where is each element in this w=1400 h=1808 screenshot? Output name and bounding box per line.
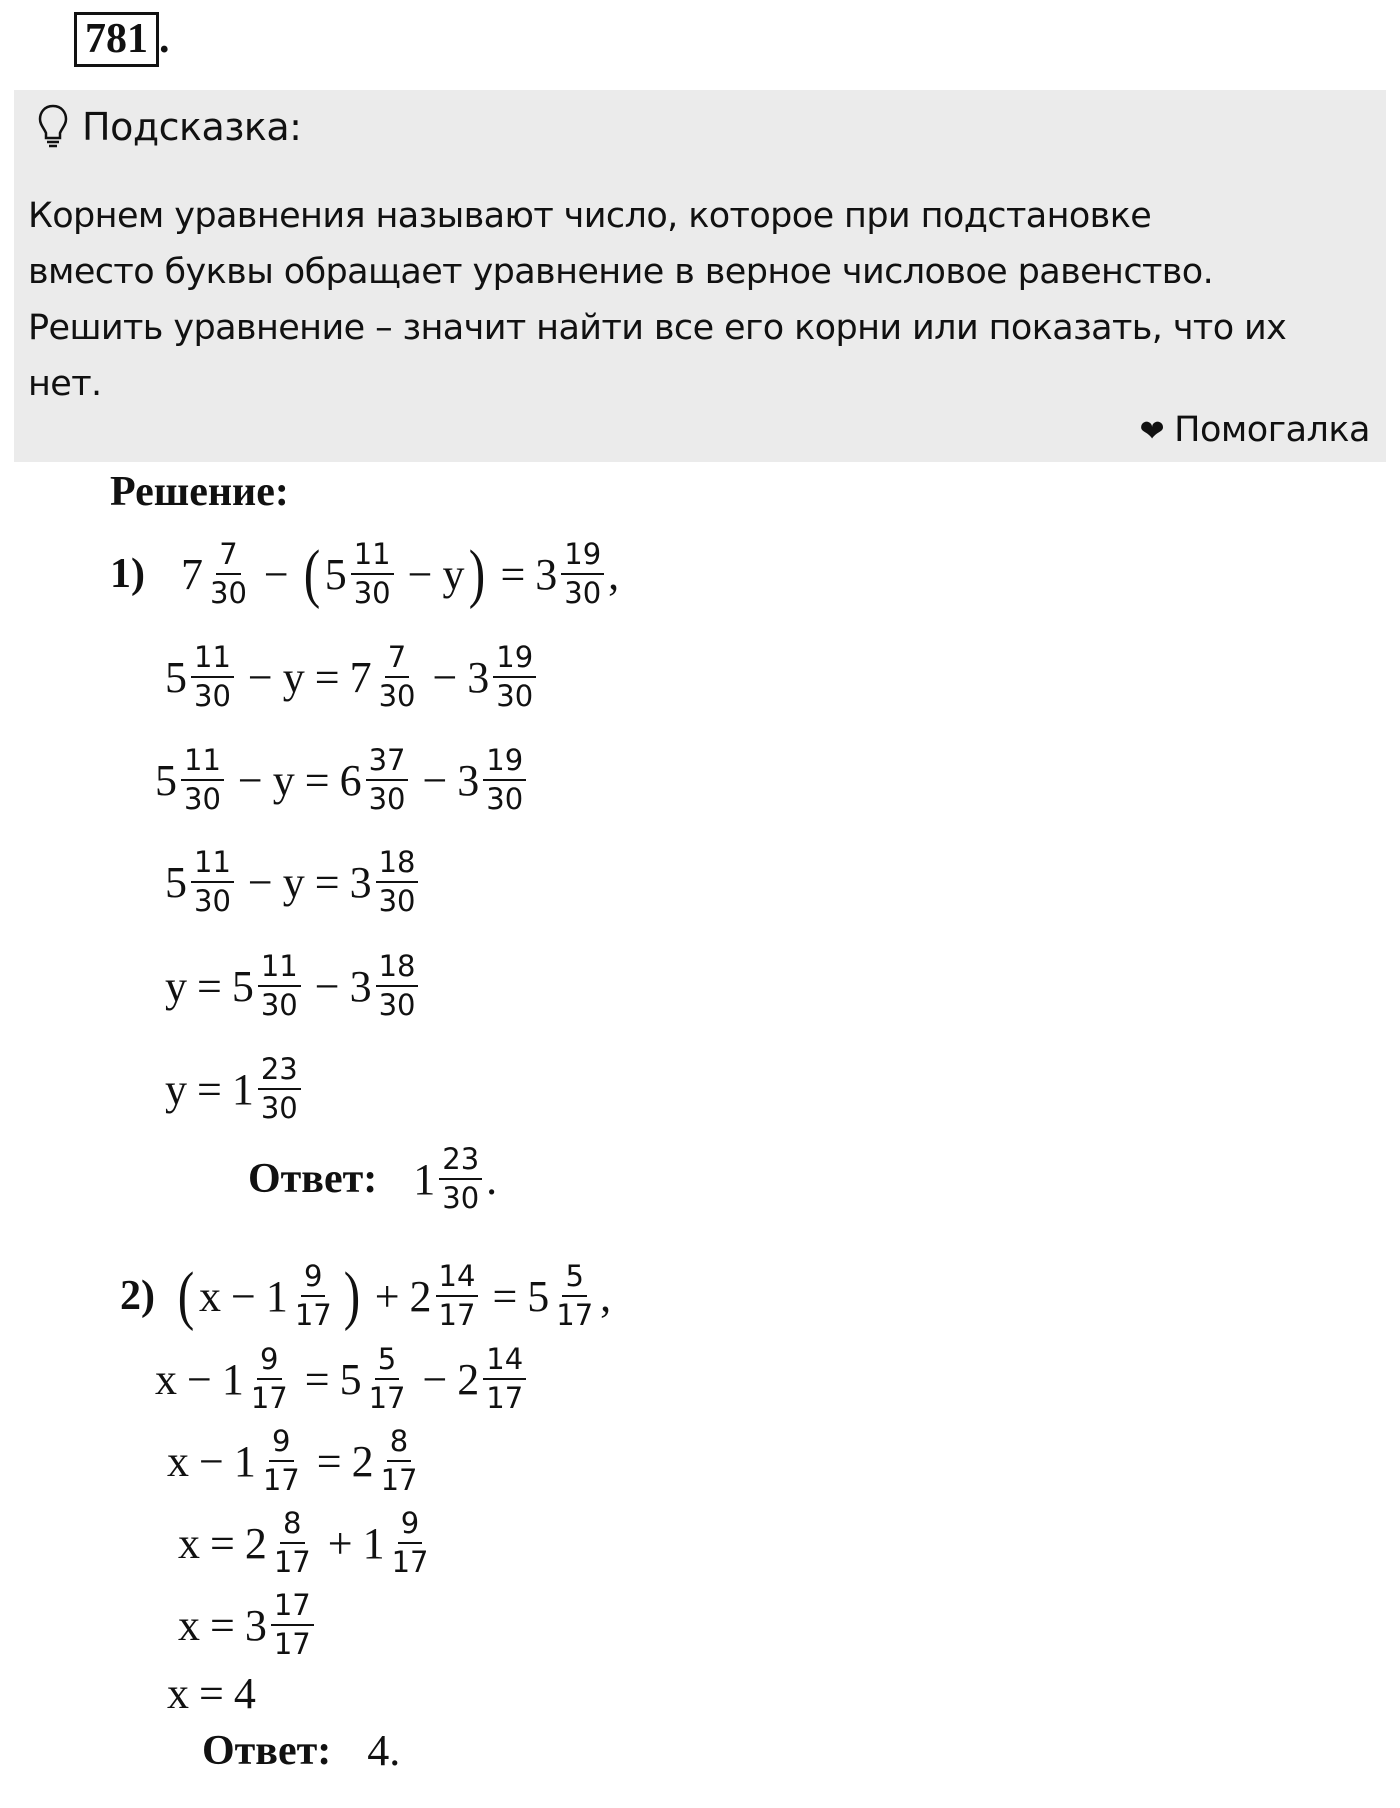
hint-panel bbox=[14, 90, 1386, 462]
lightbulb-icon bbox=[38, 104, 68, 150]
answer-2 bbox=[202, 1725, 400, 1776]
answer-1-whole: 1 bbox=[413, 1154, 436, 1204]
equation-1-4: 5 $\frac{11}{30}$ − y = 3 $\frac{18}{30}$ bbox=[165, 848, 422, 916]
solution-title bbox=[110, 468, 289, 516]
heart-icon: ❤ bbox=[1139, 414, 1165, 449]
answer-1 bbox=[248, 1142, 498, 1215]
equation-2-3: x − 1 $\frac{9}{17}$ = 2 $\frac{8}{17}$ bbox=[167, 1424, 418, 1497]
task-number-box: 781 bbox=[74, 12, 159, 67]
equation-1-6: y = 1 $\frac{23}{30}$ bbox=[165, 1055, 305, 1123]
hint-line: Корнем уравнения называют число, которое при подстановке bbox=[28, 196, 1152, 236]
task-number-dot: . bbox=[159, 16, 170, 62]
hint-title bbox=[38, 104, 301, 150]
hint-line: вместо буквы обращает уравнение в верное числовое равенство. bbox=[28, 252, 1214, 292]
part-2-label: 2) bbox=[120, 1273, 155, 1319]
answer-2-label: Ответ: bbox=[202, 1727, 332, 1774]
equation-1-3: 5 $\frac{11}{30}$ − y = 6 $\frac{37}{30}$ − 3 $\frac{19}{30}$ bbox=[155, 746, 530, 814]
equation-2-5: x = 3 $\frac{17}{17}$ bbox=[178, 1591, 318, 1659]
answer-1-num: 23 bbox=[439, 1145, 482, 1180]
credit-text: Помогалка bbox=[1174, 410, 1370, 450]
credit bbox=[1140, 410, 1371, 450]
equation-1-1: 1) 7 $\frac{7}{30}$ − ( 5 $\frac{11}{30}$ − y ) = 3 $\frac{19}{30}$ , bbox=[110, 537, 620, 610]
part-1-label: 1) bbox=[110, 551, 145, 597]
hint-text bbox=[28, 188, 1373, 412]
answer-1-tail: . bbox=[486, 1154, 498, 1204]
equation-2-1: 2) ( x − 1 $\frac{9}{17}$ ) + 2 $\frac{14}{17}$ = 5 $\frac{5}{17}$ , bbox=[120, 1259, 612, 1332]
answer-2-value: 4. bbox=[367, 1726, 401, 1775]
equation-1-2: 5 $\frac{11}{30}$ − y = 7 $\frac{7}{30}$ − 3 $\frac{19}{30}$ bbox=[165, 643, 540, 711]
hint-line: нет. bbox=[28, 364, 102, 404]
equation-2-6: x = 4 bbox=[167, 1669, 256, 1718]
answer-1-label: Ответ: bbox=[248, 1156, 378, 1202]
equation-2-2: x − 1 $\frac{9}{17}$ = 5 $\frac{5}{17}$ − 2 $\frac{14}{17}$ bbox=[155, 1345, 530, 1413]
equation-2-4: x = 2 $\frac{8}{17}$ + 1 $\frac{9}{17}$ bbox=[178, 1506, 429, 1579]
hint-title-text: Подсказка: bbox=[82, 105, 302, 149]
equation-1-5: y = 5 $\frac{11}{30}$ − 3 $\frac{18}{30}$ bbox=[165, 952, 422, 1020]
hint-line: Решить уравнение – значит найти все его корни или показать, что их bbox=[28, 308, 1287, 348]
task-number bbox=[74, 12, 170, 67]
answer-1-den: 30 bbox=[442, 1181, 480, 1215]
solution-title-text: Решение: bbox=[110, 469, 289, 515]
